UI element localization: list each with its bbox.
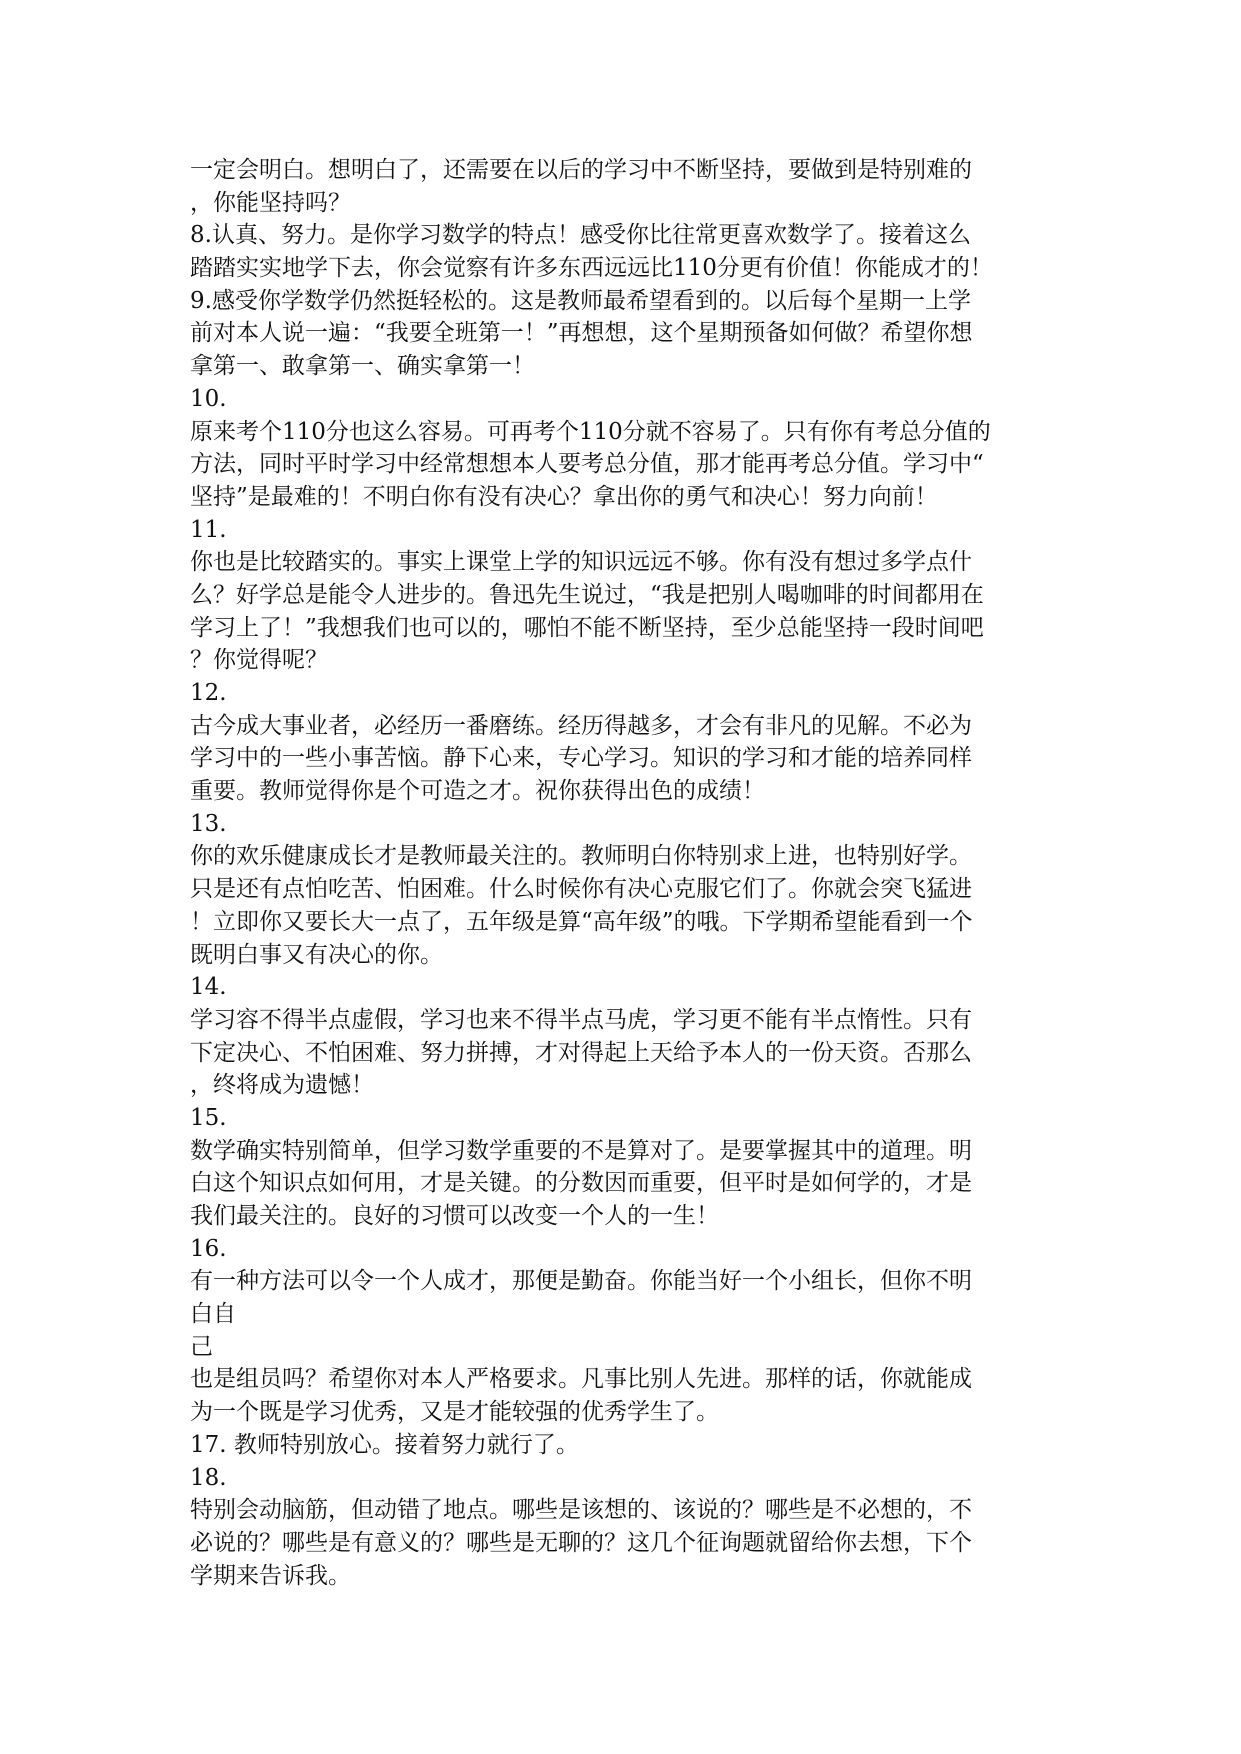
- text-line: 一定会明白。想明白了，还需要在以后的学习中不断坚持，要做到是特别难的: [190, 157, 972, 183]
- text-line: 坚持”是最难的！不明白你有没有决心？拿出你的勇气和决心！努力向前！: [190, 483, 938, 510]
- text-line: 12.: [190, 680, 227, 706]
- text-line: 必说的？哪些是有意义的？哪些是无聊的？这几个征询题就留给你去想，下个: [190, 1529, 972, 1556]
- text-line: 17. 教师特别放心。接着努力就行了。: [190, 1431, 579, 1458]
- text-line: 学期来告诉我。: [190, 1562, 351, 1589]
- text-line: 18.: [190, 1464, 227, 1491]
- text-line: 白自: [190, 1301, 236, 1328]
- text-line: 数学确实特别简单，但学习数学重要的不是算对了。是要掌握其中的道理。明: [190, 1137, 972, 1164]
- text-line: ！立即你又要长大一点了，五年级是算“高年级”的哦。下学期希望能看到一个: [190, 908, 973, 935]
- text-line: ，终将成为遗憾！: [190, 1072, 374, 1099]
- text-line: 14.: [190, 974, 227, 1001]
- text-line: 方法，同时平时学习中经常想想本人要考总分值，那才能再考总分值。学习中“: [190, 451, 984, 478]
- text-line: 我们最关注的。良好的习惯可以改变一个人的一生！: [190, 1203, 719, 1229]
- text-line: 么？好学总是能令人进步的。鲁迅先生说过，“我是把别人喝咖啡的时间都用在: [190, 581, 984, 608]
- text-line: 8.认真、努力。是你学习数学的特点！感受你比往常更喜欢数学了。接着这么: [190, 222, 971, 249]
- text-line: 白这个知识点如何用，才是关键。的分数因而重要，但平时是如何学的，才是: [190, 1170, 972, 1197]
- document-body-text: [190, 154, 1070, 1592]
- text-line: 15.: [190, 1104, 227, 1131]
- text-line: 学习上了！”我想我们也可以的，哪怕不能不断坚持，至少总能坚持一段时间吧: [190, 614, 984, 641]
- text-line: 拿第一、敢拿第一、确实拿第一！: [190, 353, 535, 380]
- text-line: 既明白事又有决心的你。: [190, 941, 443, 968]
- text-line: 13.: [190, 810, 227, 837]
- text-line: 为一个既是学习优秀，又是才能较强的优秀学生了。: [190, 1399, 719, 1426]
- text-line: 古今成大事业者，必经历一番磨练。经历得越多，才会有非凡的见解。不必为: [190, 712, 972, 739]
- text-line: 你的欢乐健康成长才是教师最关注的。教师明白你特别求上进，也特别好学。: [190, 843, 972, 870]
- text-line: 原来考个110分也这么容易。可再考个110分就不容易了。只有你有考总分值的: [190, 418, 991, 445]
- text-line: 也是组员吗？希望你对本人严格要求。凡事比别人先进。那样的话，你就能成: [190, 1366, 972, 1393]
- text-line: 9.感受你学数学仍然挺轻松的。这是教师最希望看到的。以后每个星期一上学: [190, 287, 971, 314]
- text-line: 下定决心、不怕困难、努力拼搏，才对得起上天给予本人的一份天资。否那么: [190, 1039, 972, 1066]
- text-line: 11.: [190, 516, 227, 543]
- text-line: 己: [190, 1333, 213, 1360]
- text-line: 你也是比较踏实的。事实上课堂上学的知识远远不够。你有没有想过多学点什: [190, 549, 972, 576]
- text-line: 学习中的一些小事苦恼。静下心来，专心学习。知识的学习和才能的培养同样: [190, 745, 972, 772]
- text-line: 学习容不得半点虚假，学习也来不得半点马虎，学习更不能有半点惰性。只有: [190, 1006, 972, 1033]
- text-line: 10.: [190, 385, 227, 412]
- text-line: 只是还有点怕吃苦、怕困难。什么时候你有决心克服它们了。你就会突飞猛进: [190, 876, 972, 903]
- text-line: ？你觉得呢？: [190, 647, 328, 674]
- text-line: 重要。教师觉得你是个可造之才。祝你获得出色的成绩！: [190, 778, 765, 805]
- text-line: 特别会动脑筋，但动错了地点。哪些是该想的、该说的？哪些是不必想的，不: [190, 1497, 972, 1524]
- text-line: 踏踏实实地学下去，你会觉察有许多东西远远比110分更有价值！你能成才的！: [190, 255, 993, 282]
- text-line: ，你能坚持吗？: [190, 189, 351, 216]
- text-line: 有一种方法可以令一个人成才，那便是勤奋。你能当好一个小组长，但你不明: [190, 1268, 972, 1295]
- text-line: 前对本人说一遍：“我要全班第一！”再想想，这个星期预备如何做？希望你想: [190, 320, 973, 347]
- text-line: 16.: [190, 1235, 227, 1262]
